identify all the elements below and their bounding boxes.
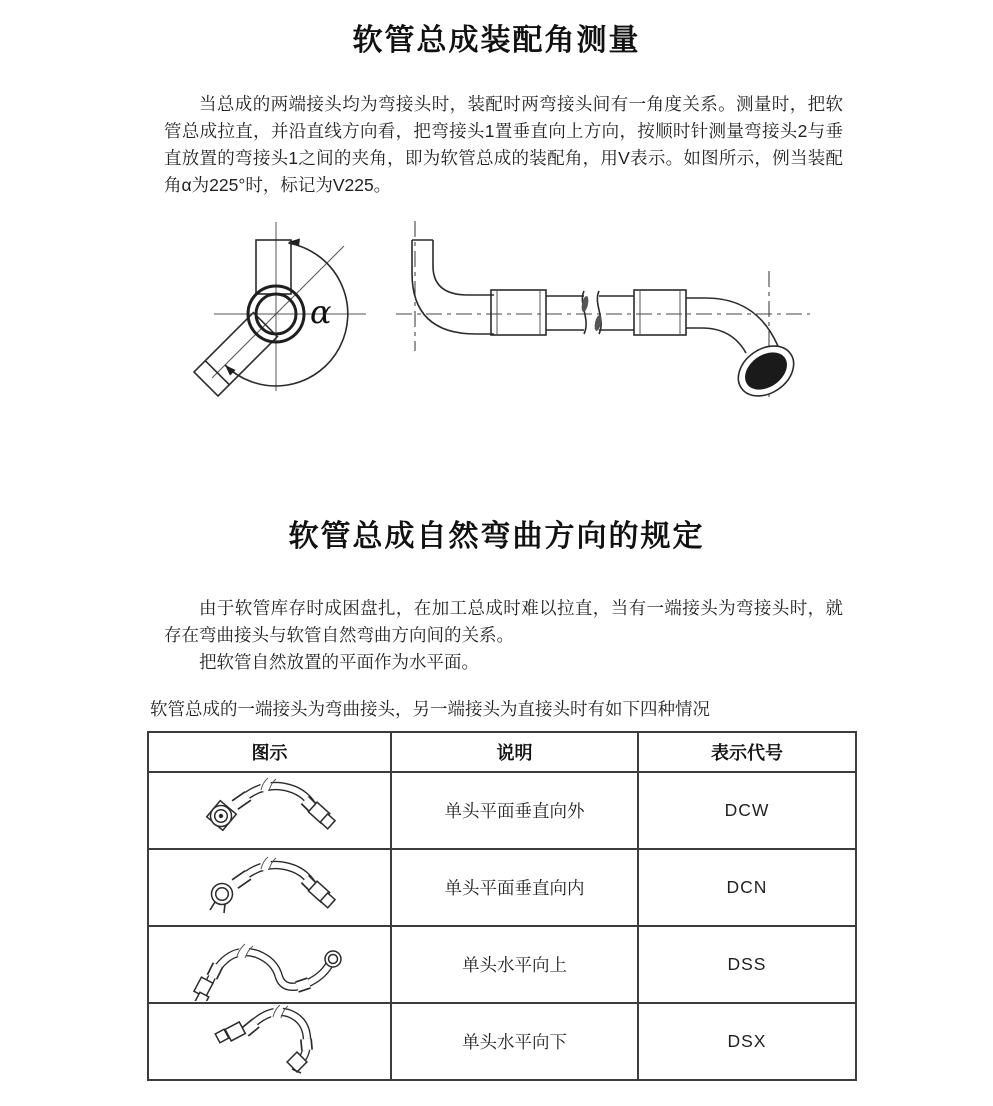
- straight-hex-fitting: [215, 1022, 245, 1043]
- table-row: [148, 772, 856, 849]
- illustration-cell: [148, 926, 391, 1003]
- description-cell: 单头水平向上: [391, 926, 638, 1003]
- alpha-angle-label: α: [310, 293, 332, 331]
- table-row: [148, 1003, 856, 1080]
- illustration-cell: [148, 849, 391, 926]
- hose-dsx-illustration: [149, 1005, 388, 1078]
- page-title-natural-bend: 软管总成自然弯曲方向的规定: [288, 520, 705, 553]
- code-cell: DCW: [638, 772, 856, 849]
- illustration-cell: [148, 1003, 391, 1080]
- code-cell: DCN: [638, 849, 856, 926]
- assembly-angle-paragraph: 当总成的两端接头均为弯接头时，装配时两弯接头间有一角度关系。测量时，把软管总成拉直，并沿直线方向看，把弯接头1置垂直向上方向，按顺时针测量弯接头2与垂直放置的弯接头1之间的夹角，即为软管总成的装配角，用V表示。如图所示，例当装配角α为225°时，标记为V225。: [164, 94, 843, 195]
- table-row: [148, 926, 856, 1003]
- left-elbow-outer: [412, 240, 494, 334]
- right-elbow-inner: [686, 328, 746, 353]
- code-cell: DSX: [638, 1003, 856, 1080]
- figure-row: [184, 211, 993, 399]
- elbow-face-outward-fitting: [207, 801, 237, 831]
- left-elbow-inner: [433, 240, 494, 295]
- hose-dss-illustration: [149, 928, 388, 1001]
- illustration-cell: [148, 772, 391, 849]
- natural-bend-paragraph-1: 由于软管库存时成困盘扎，在加工总成时难以拉直，当有一端接头为弯接头时，就存在弯曲接头与软管自然弯曲方向间的关系。: [164, 598, 843, 645]
- table-row: [148, 849, 856, 926]
- elbow-head-up-fitting: [325, 951, 341, 967]
- code-cell: DSS: [638, 926, 856, 1003]
- ferrule-2: [634, 290, 686, 335]
- hose-assembly-side-view-diagram: [394, 211, 814, 399]
- description-cell: 单头水平向下: [391, 1003, 638, 1080]
- ferrule-1: [491, 290, 546, 335]
- table-header-row: [148, 732, 856, 772]
- bend-direction-table: [147, 731, 857, 1081]
- description-cell: 单头平面垂直向外: [391, 772, 638, 849]
- header-illustration: 图示: [148, 732, 391, 772]
- natural-bend-paragraph-2: 把软管自然放置的平面作为水平面。: [199, 652, 479, 672]
- angle-end-view-diagram: [184, 211, 380, 399]
- table-intro-text: 软管总成的一端接头为弯曲接头，另一端接头为直接头时有如下四种情况: [150, 699, 710, 719]
- header-code: 表示代号: [638, 732, 856, 772]
- arc-arrowhead-bottom: [225, 365, 236, 376]
- hose-dcw-illustration: [149, 774, 388, 847]
- elbow-face-inward-fitting: [210, 884, 233, 914]
- page-title-assembly-angle: 软管总成装配角测量: [352, 24, 641, 57]
- description-cell: 单头平面垂直向内: [391, 849, 638, 926]
- hose-dcn-illustration: [149, 851, 388, 924]
- header-description: 说明: [391, 732, 638, 772]
